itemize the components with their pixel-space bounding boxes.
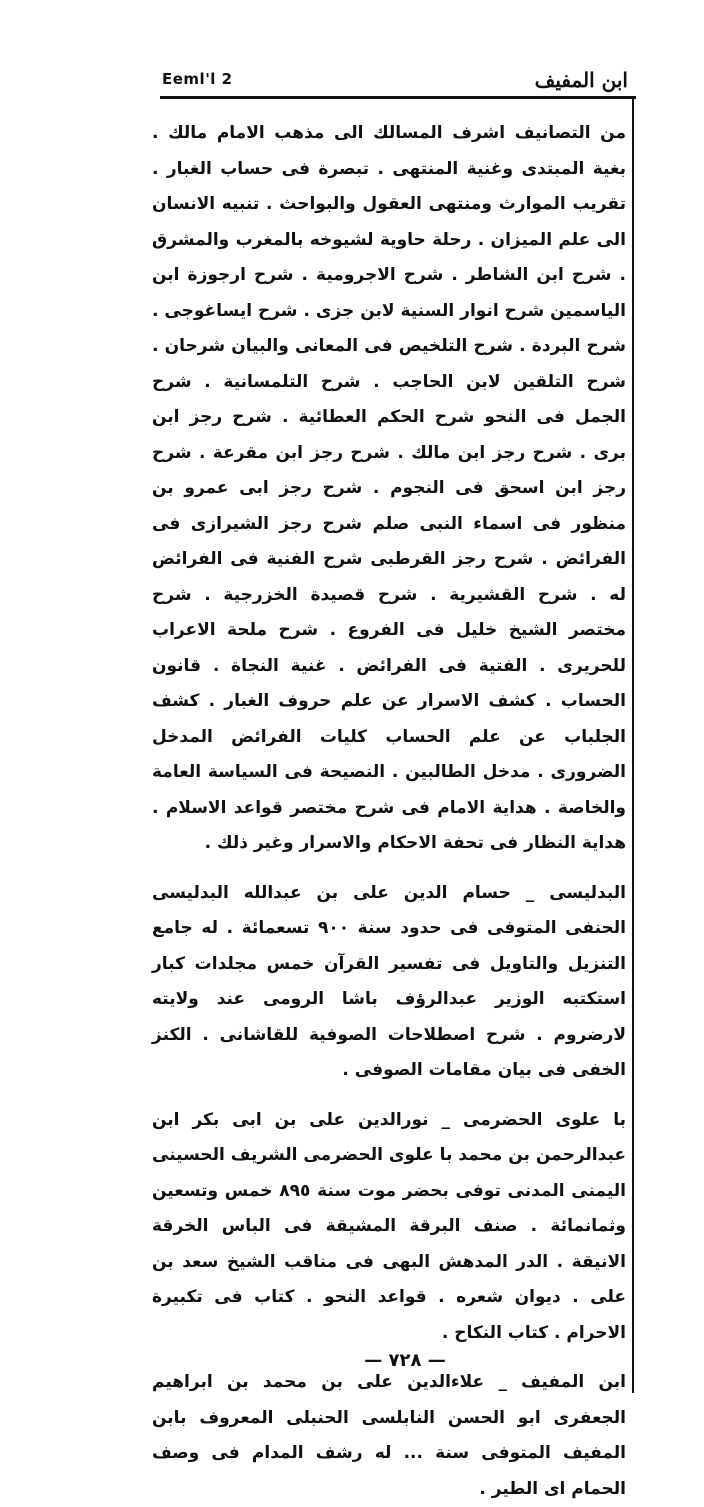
margin-rule [632, 96, 634, 1393]
running-head: ابن المفيف [534, 68, 628, 92]
page-header [160, 68, 636, 96]
entry-paragraph: ابن المفيف _ علاءالدين على بن محمد بن ابراهيم الجعفرى ابو الحسن النابلسى الحنبلى المعروف بابن المفيف المتوفى سنة ... له رشف المدام فى وصف الحمام اى الطير . [152, 1372, 626, 1499]
entry-paragraph: البدليسى _ حسام الدين على بن عبدالله البدليسى الحنفى المتوفى فى حدود سنة ٩٠٠ تسعمائة . له جامع التنزيل والتاويل فى تفسير القرآن خمس مجلدات كبار استكتبه الوزير عبدالرؤف باشا الرومى عند ولايته لارضروم . شرح اصطلاحات الصوفية للقاشانى . الكنز الخفى فى بيان مقامات الصوفى . [152, 882, 626, 1080]
header-rule [160, 96, 636, 99]
header-left-label: Eeml'l 2 [162, 70, 233, 88]
page-number: — ٧٢٨ — [364, 1350, 446, 1371]
entry-paragraph: من التصانيف اشرف المسالك الى مذهب الامام مالك . بغية المبتدى وغنية المنتهى . تبصرة فى حساب الغبار . تقريب الموارث ومنتهى العقول والبواحث . تنبيه الانسان الى علم الميزان . رحلة حاوية لشيوخه بالمغرب والمشرق . شرح ابن الشاطر . شرح الاجرومية . شرح ارجوزة ابن الياسمين شرح انوار السنية لابن جزى . شرح ايساغوجى . شرح البردة . شرح التلخيص فى المعانى والبيان شرحان . شرح التلقين لابن الحاجب . شرح التلمسانية . شرح الجمل فى النحو شرح الحكم العطائية . شرح رجز ابن برى . شرح رجز ابن مالك . شرح رجز ابن مقرعة . شرح رجز ابن اسحق فى النجوم . شرح رجز ابى عمرو بن منظور فى اسماء النبى صلم شرح رجز الشيرازى فى الفرائض . شرح رجز القرطبى شرح الفنية فى الفرائض له . شرح القشيرية . شرح قصيدة الخزرجية . شرح مختصر الشيخ خليل فى الفروع . شرح ملحة الاعراب للحريرى . الفتية فى الفرائض . غنية النجاة . قانون الحساب . كشف الاسرار عن علم حروف الغبار . كشف الجلباب عن علم الحساب كليات الفرائض المدخل الضرورى . مدخل الطالبين . النصيحة فى السياسة العامة والخاصة . هداية الامام فى شرح مختصر قواعد الاسلام . هداية النظار فى تحفة الاحكام والاسرار وغير ذلك . [152, 123, 626, 853]
entry-paragraph: با علوى الحضرمى _ نورالدين على بن ابى بكر ابن عبدالرحمن بن محمد با علوى الحضرمى الشريف الحسينى اليمنى المدنى توفى بحضر موت سنة ٨٩٥ خمس وتسعين وثمانمائة . صنف البرقة المشيقة فى الباس الخرقة الانيقة . الدر المدهش البهى فى مناقب الشيخ سعد بن على . ديوان شعره . قواعد النحو . كتاب فى تكبيرة الاحرام . كتاب النكاح . [152, 1109, 626, 1343]
body-text [152, 116, 626, 1507]
